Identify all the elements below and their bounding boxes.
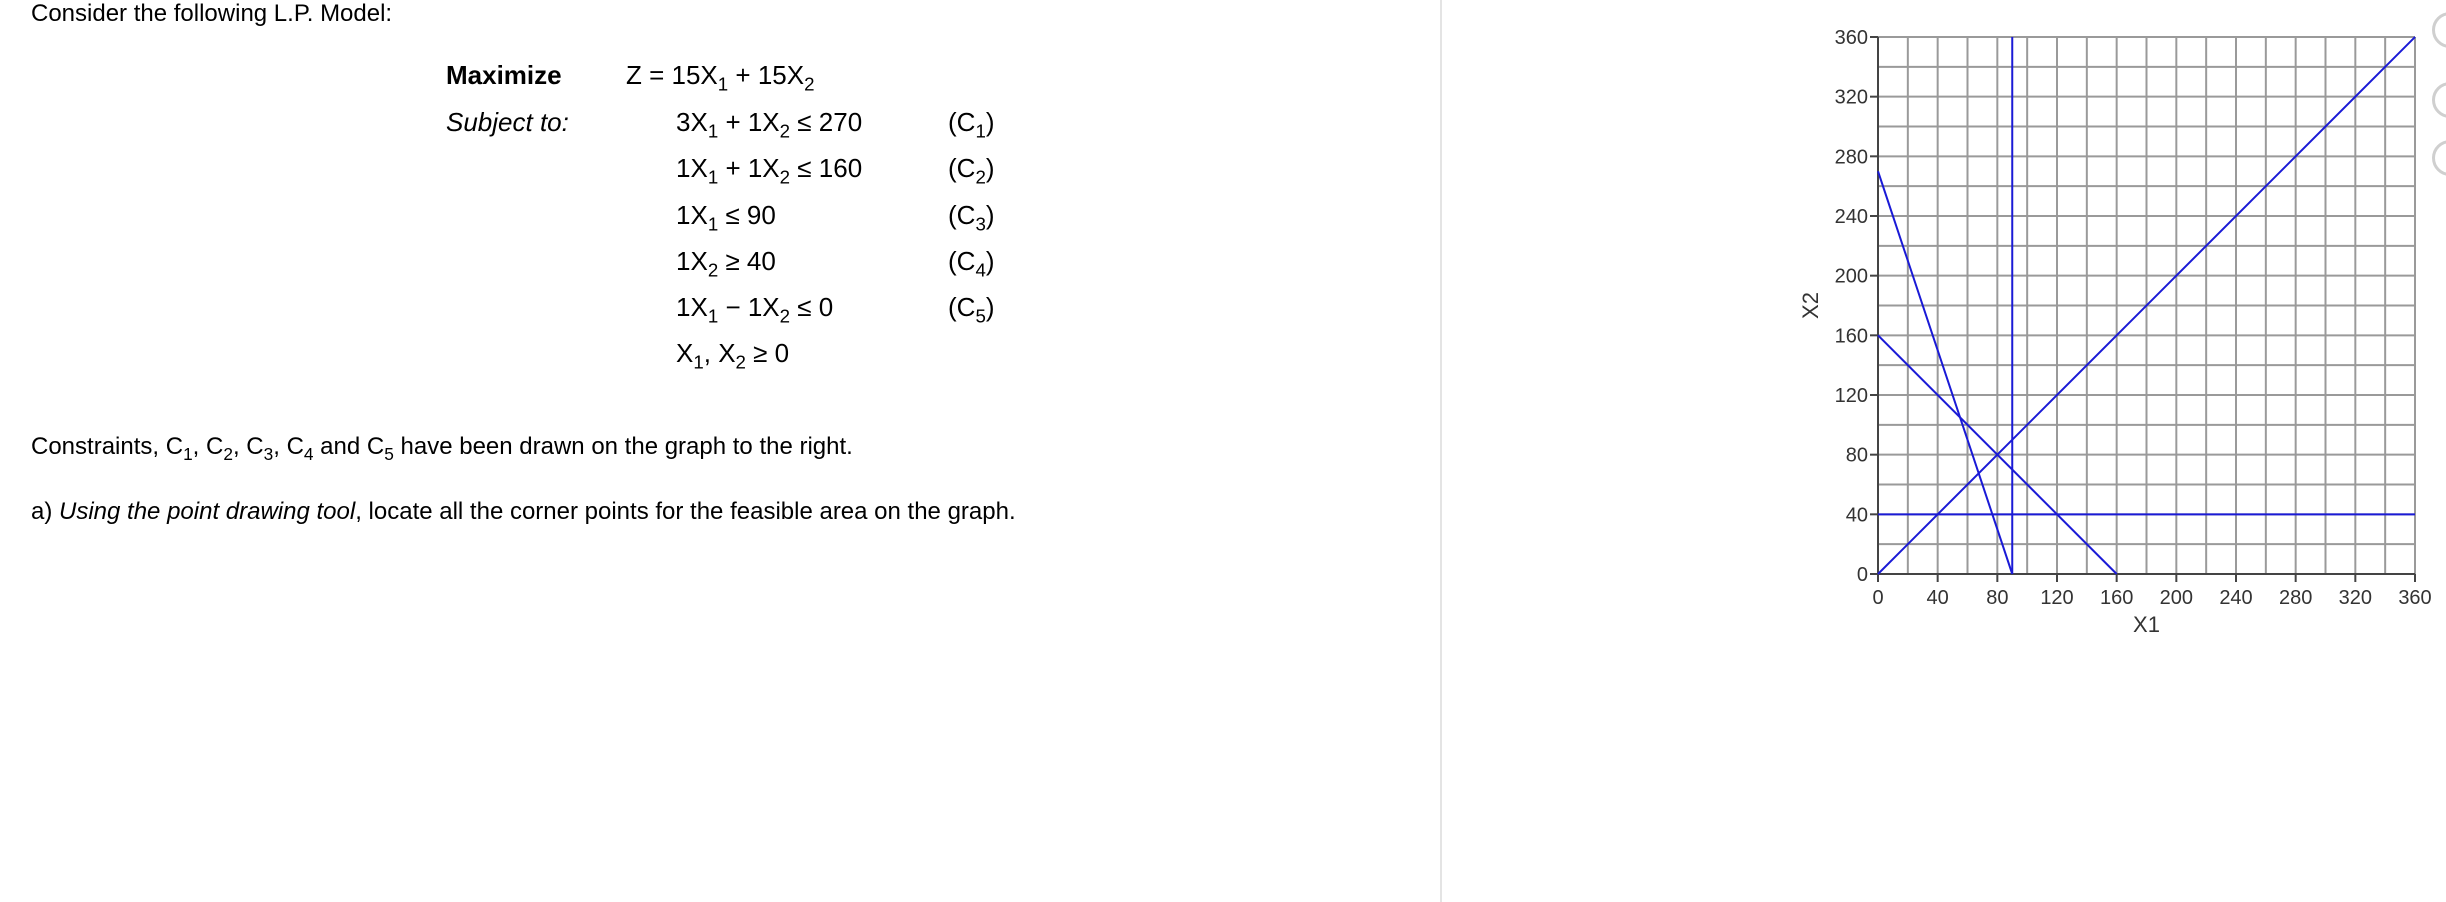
y-tick-label-80: 80 <box>1845 444 1868 467</box>
constraint-tag-c1: $(C_1)$ <box>948 107 995 142</box>
constraint-c3: $1X_1 \le 90$ <box>676 200 776 235</box>
x-tick-label-360: 360 <box>2398 587 2432 609</box>
constraint-c4: $1X_2 \ge 40$ <box>676 246 776 281</box>
x-tick-label-0: 0 <box>1872 587 1884 609</box>
x-tick-label-120: 120 <box>2040 587 2074 609</box>
constraint-tag-c3: $(C_3)$ <box>948 200 995 235</box>
x-tick-label-40: 40 <box>1926 587 1949 609</box>
lp-graph[interactable] <box>1442 0 2446 902</box>
graph-pane <box>1442 0 2446 902</box>
y-tick-label-320: 320 <box>1834 86 1868 109</box>
x-tick-label-200: 200 <box>2159 587 2194 609</box>
y-tick-label-120: 120 <box>1834 385 1868 407</box>
y-tick-label-40: 40 <box>1845 504 1868 527</box>
y-tick-label-160: 160 <box>1834 325 1868 348</box>
x-tick-label-320: 320 <box>2338 587 2373 609</box>
part-a-instruction: a) Using the point drawing tool, locate all the corner points for the feasible area on the graph. <box>31 498 1016 525</box>
y-axis-title: X2 <box>1798 292 1823 319</box>
x-axis-title: X1 <box>2133 612 2160 637</box>
constraint-c2: $1X_1 + 1X_2 \le 160$ <box>676 153 863 188</box>
constraint-tag-c5: $(C_5)$ <box>948 292 995 327</box>
x-tick-label-280: 280 <box>2278 587 2313 609</box>
constraint-tag-c2: $(C_2)$ <box>948 153 995 188</box>
subject-to-label: Subject to: <box>446 107 569 137</box>
y-tick-label-240: 240 <box>1834 206 1868 228</box>
intro-text: Consider the following L.P. Model: <box>31 0 393 27</box>
objective-function: $Z = 15X_1 + 15X_2$ <box>626 60 815 95</box>
constraints-drawn-text: Constraints, $C_1$, $C_2$, $C_3$, $C_4$ and $C_5$ have been drawn on the graph to the right. <box>31 433 853 465</box>
y-tick-label-360: 360 <box>1834 27 1868 49</box>
y-tick-label-280: 280 <box>1834 146 1868 169</box>
constraint-c5: $1X_1 - 1X_2 \le 0$ <box>676 292 834 327</box>
constraint-tag-c4: $(C_4)$ <box>948 246 995 281</box>
x-tick-label-160: 160 <box>2099 587 2134 609</box>
y-tick-label-200: 200 <box>1834 265 1868 288</box>
maximize-label: Maximize <box>446 60 562 90</box>
constraint-c1: $3X_1 + 1X_2 \le 270$ <box>676 107 863 142</box>
x-tick-label-80: 80 <box>1986 587 2009 609</box>
y-tick-label-0: 0 <box>1856 564 1868 586</box>
nonnegativity-constraint: $X_1$, $X_2 \ge 0$ <box>676 338 790 373</box>
x-tick-label-240: 240 <box>2219 587 2253 609</box>
